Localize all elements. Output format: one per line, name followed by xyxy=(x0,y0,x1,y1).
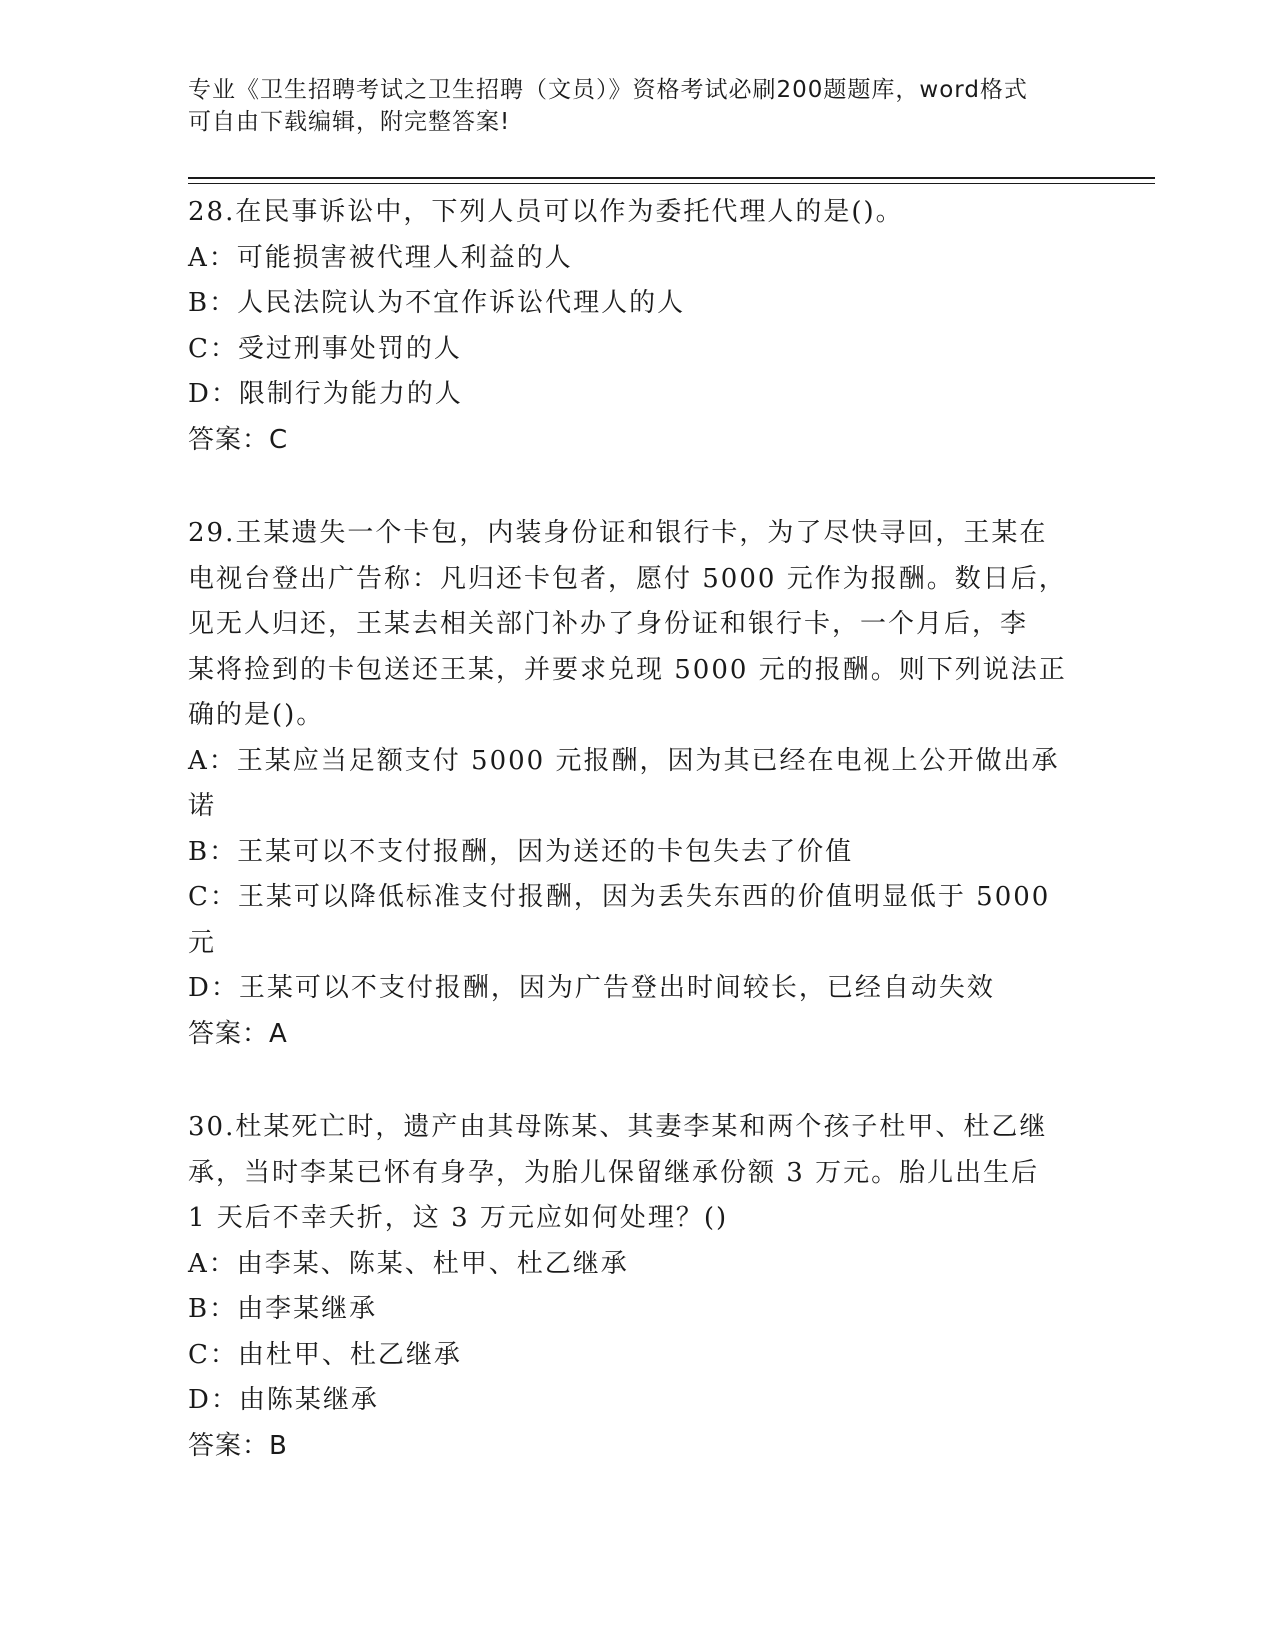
question-28 xyxy=(188,190,1088,463)
option-d: D：由陈某继承 xyxy=(188,1385,379,1415)
option-a-continued: 诺 xyxy=(188,791,217,821)
answer-line: 答案：C xyxy=(188,424,289,455)
question-stem-line: 确的是()。 xyxy=(188,700,325,730)
option-c: C：王某可以降低标准支付报酬，因为丢失东西的价值明显低于 5000 xyxy=(188,882,1051,912)
document-header xyxy=(188,74,1068,138)
option-c: C：由杜甲、杜乙继承 xyxy=(188,1339,462,1370)
option-d: D：王某可以不支付报酬，因为广告登出时间较长，已经自动失效 xyxy=(188,973,995,1003)
question-stem-line: 见无人归还，王某去相关部门补办了身份证和银行卡，一个月后，李 xyxy=(188,609,1029,639)
option-a: A：可能损害被代理人利益的人 xyxy=(188,242,573,273)
question-stem-line: 承，当时李某已怀有身孕，为胎儿保留继承份额 3 万元。胎儿出生后 xyxy=(188,1157,1040,1188)
header-rule-thin xyxy=(188,183,1155,184)
option-c: C：受过刑事处罚的人 xyxy=(188,333,462,364)
answer-line: 答案：B xyxy=(188,1430,288,1461)
header-line-1: 专业《卫生招聘考试之卫生招聘（文员）》资格考试必刷200题题库，word格式 xyxy=(188,77,1028,103)
question-stem-line: 电视台登出广告称：凡归还卡包者，愿付 5000 元作为报酬。数日后， xyxy=(188,563,1067,594)
header-rule-thick xyxy=(188,177,1155,179)
option-b: B：由李某继承 xyxy=(188,1294,378,1324)
question-29 xyxy=(188,511,1088,1057)
question-30 xyxy=(188,1105,1088,1469)
option-d: D：限制行为能力的人 xyxy=(188,379,463,409)
answer-line: 答案：A xyxy=(188,1018,288,1049)
question-stem-line: 30.杜某死亡时，遗产由其母陈某、其妻李某和两个孩子杜甲、杜乙继 xyxy=(188,1112,1048,1142)
option-c-continued: 元 xyxy=(188,927,217,958)
option-a: A：由李某、陈某、杜甲、杜乙继承 xyxy=(188,1248,629,1279)
option-b: B：王某可以不支付报酬，因为送还的卡包失去了价值 xyxy=(188,836,854,867)
question-stem-line: 某将捡到的卡包送还王某，并要求兑现 5000 元的报酬。则下列说法正 xyxy=(188,654,1067,685)
question-stem-line: 29.王某遗失一个卡包，内装身份证和银行卡，为了尽快寻回，王某在 xyxy=(188,518,1048,548)
header-line-2: 可自由下载编辑，附完整答案! xyxy=(188,109,511,135)
option-b: B：人民法院认为不宜作诉讼代理人的人 xyxy=(188,288,686,318)
option-a: A：王某应当足额支付 5000 元报酬，因为其已经在电视上公开做出承 xyxy=(188,745,1060,776)
questions-list xyxy=(188,190,1088,1469)
question-stem-line: 28.在民事诉讼中，下列人员可以作为委托代理人的是()。 xyxy=(188,197,904,227)
question-stem-line: 1 天后不幸夭折，这 3 万元应如何处理？() xyxy=(188,1203,729,1233)
